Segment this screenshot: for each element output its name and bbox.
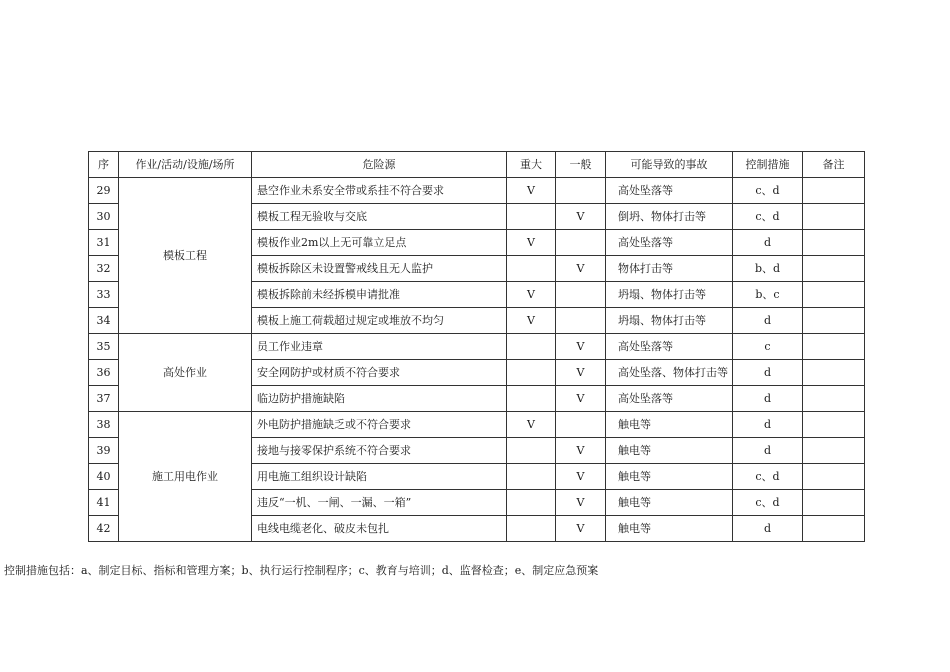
control-cell: d [733,412,803,438]
hazard-cell: 模板拆除区未设置警戒线且无人监护 [252,256,507,282]
activity-cell: 施工用电作业 [119,412,252,542]
hazard-cell: 模板拆除前未经拆模申请批准 [252,282,507,308]
control-cell: d [733,516,803,542]
major-cell [507,204,556,230]
seq-cell: 35 [89,334,119,360]
header-seq: 序 [89,152,119,178]
accident-cell: 触电等 [606,490,733,516]
remark-cell [803,282,865,308]
hazard-cell: 用电施工组织设计缺陷 [252,464,507,490]
remark-cell [803,360,865,386]
hazard-table [88,151,865,542]
hazard-cell: 违反“一机、一闸、一漏、一箱” [252,490,507,516]
major-cell [507,360,556,386]
accident-cell: 高处坠落、物体打击等 [606,360,733,386]
remark-cell [803,386,865,412]
major-cell [507,334,556,360]
remark-cell [803,230,865,256]
seq-cell: 32 [89,256,119,282]
hazard-cell: 安全网防护或材质不符合要求 [252,360,507,386]
major-cell: V [507,282,556,308]
control-cell: d [733,386,803,412]
control-cell: d [733,230,803,256]
remark-cell [803,256,865,282]
general-cell: V [556,334,606,360]
accident-cell: 倒坍、物体打击等 [606,204,733,230]
hazard-cell: 悬空作业未系安全带或系挂不符合要求 [252,178,507,204]
remark-cell [803,516,865,542]
major-cell [507,490,556,516]
major-cell: V [507,230,556,256]
accident-cell: 触电等 [606,516,733,542]
hazard-cell: 临边防护措施缺陷 [252,386,507,412]
seq-cell: 39 [89,438,119,464]
activity-cell: 模板工程 [119,178,252,334]
table-row [89,178,865,204]
header-control: 控制措施 [733,152,803,178]
seq-cell: 36 [89,360,119,386]
remark-cell [803,490,865,516]
header-accident: 可能导致的事故 [606,152,733,178]
table-body [89,178,865,542]
header-row [89,152,865,178]
major-cell: V [507,178,556,204]
seq-cell: 33 [89,282,119,308]
seq-cell: 41 [89,490,119,516]
remark-cell [803,464,865,490]
control-cell: d [733,438,803,464]
control-cell: b、d [733,256,803,282]
general-cell [556,230,606,256]
seq-cell: 42 [89,516,119,542]
general-cell [556,178,606,204]
control-cell: c [733,334,803,360]
accident-cell: 高处坠落等 [606,386,733,412]
accident-cell: 触电等 [606,412,733,438]
header-activity: 作业/活动/设施/场所 [119,152,252,178]
major-cell: V [507,412,556,438]
hazard-cell: 模板作业2m以上无可靠立足点 [252,230,507,256]
accident-cell: 高处坠落等 [606,230,733,256]
remark-cell [803,204,865,230]
hazard-cell: 模板上施工荷载超过规定或堆放不均匀 [252,308,507,334]
control-cell: c、d [733,490,803,516]
accident-cell: 坍塌、物体打击等 [606,308,733,334]
accident-cell: 坍塌、物体打击等 [606,282,733,308]
remark-cell [803,438,865,464]
control-cell: c、d [733,178,803,204]
seq-cell: 29 [89,178,119,204]
header-major: 重大 [507,152,556,178]
hazard-cell: 外电防护措施缺乏或不符合要求 [252,412,507,438]
seq-cell: 30 [89,204,119,230]
major-cell [507,386,556,412]
general-cell: V [556,490,606,516]
seq-cell: 40 [89,464,119,490]
major-cell [507,256,556,282]
header-remark: 备注 [803,152,865,178]
hazard-cell: 电线电缆老化、破皮未包扎 [252,516,507,542]
remark-cell [803,308,865,334]
major-cell [507,516,556,542]
remark-cell [803,334,865,360]
seq-cell: 34 [89,308,119,334]
accident-cell: 高处坠落等 [606,334,733,360]
major-cell [507,438,556,464]
remark-cell [803,178,865,204]
general-cell [556,308,606,334]
hazard-cell: 接地与接零保护系统不符合要求 [252,438,507,464]
general-cell [556,282,606,308]
control-cell: c、d [733,204,803,230]
major-cell: V [507,308,556,334]
seq-cell: 31 [89,230,119,256]
control-cell: d [733,308,803,334]
hazard-cell: 员工作业违章 [252,334,507,360]
major-cell [507,464,556,490]
general-cell: V [556,256,606,282]
table-row [89,334,865,360]
general-cell: V [556,204,606,230]
control-cell: c、d [733,464,803,490]
general-cell: V [556,360,606,386]
general-cell: V [556,438,606,464]
remark-cell [803,412,865,438]
control-cell: b、c [733,282,803,308]
activity-cell: 高处作业 [119,334,252,412]
seq-cell: 38 [89,412,119,438]
header-hazard: 危险源 [252,152,507,178]
hazard-cell: 模板工程无验收与交底 [252,204,507,230]
general-cell: V [556,516,606,542]
accident-cell: 高处坠落等 [606,178,733,204]
general-cell: V [556,464,606,490]
accident-cell: 触电等 [606,464,733,490]
table-row [89,412,865,438]
accident-cell: 触电等 [606,438,733,464]
general-cell [556,412,606,438]
seq-cell: 37 [89,386,119,412]
header-general: 一般 [556,152,606,178]
control-measures-footnote: 控制措施包括：a、制定目标、指标和管理方案；b、执行运行控制程序；c、教育与培训；d、监督检查；e、制定应急预案 [4,564,599,577]
accident-cell: 物体打击等 [606,256,733,282]
control-cell: d [733,360,803,386]
general-cell: V [556,386,606,412]
